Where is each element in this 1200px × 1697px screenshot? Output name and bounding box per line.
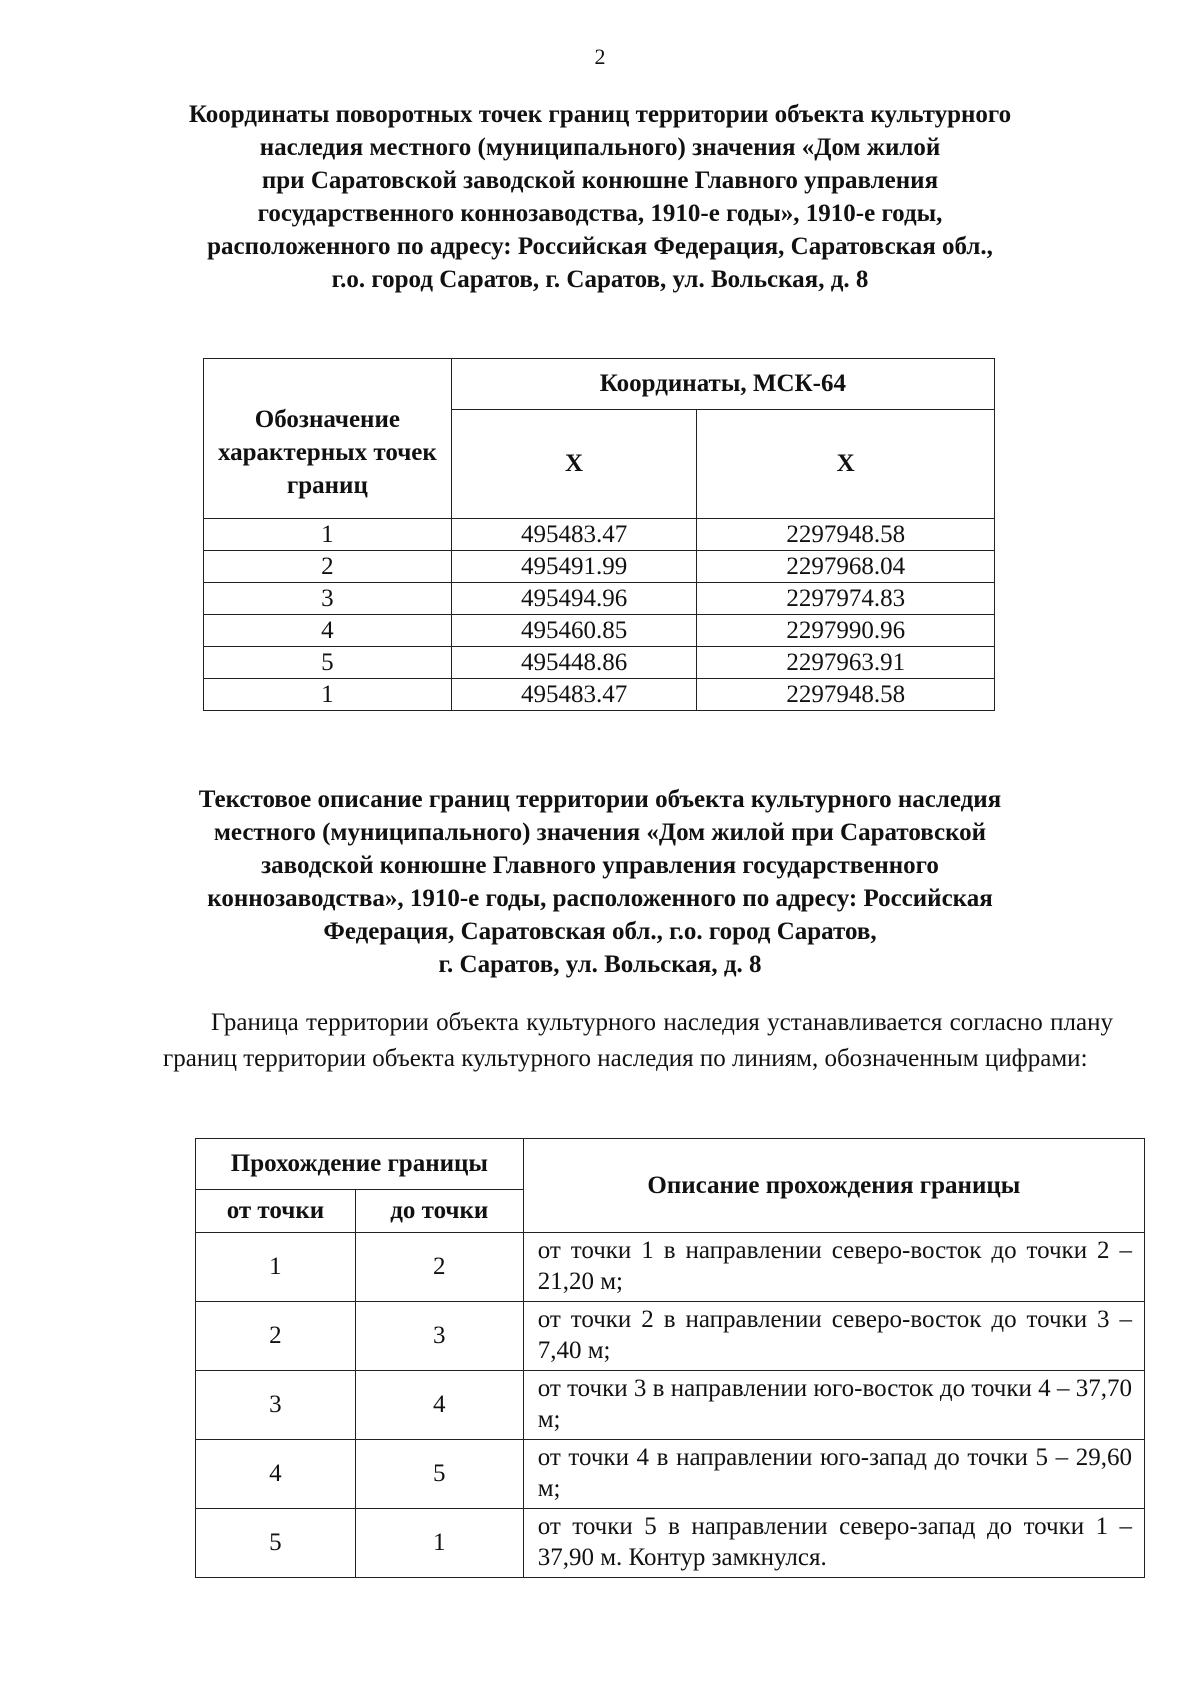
table-row: [196, 1509, 1145, 1578]
table-row: [196, 1302, 1145, 1371]
to-cell: 3: [355, 1302, 523, 1371]
from-cell: 4: [196, 1440, 356, 1509]
title-line: при Саратовской заводской конюшне Главного управления: [261, 167, 939, 194]
description-cell: от точки 1 в направлении северо-восток до точки 2 – 21,20 м;: [523, 1233, 1144, 1302]
table-row: [204, 551, 995, 583]
y-cell: 2297974.83: [697, 583, 995, 615]
y-cell: 2297990.96: [697, 615, 995, 647]
table-row: [204, 679, 995, 711]
description-cell: от точки 4 в направлении юго-запад до точки 5 – 29,60 м;: [523, 1440, 1144, 1509]
to-cell: 1: [355, 1509, 523, 1578]
y-cell: 2297948.58: [697, 679, 995, 711]
table-row: [196, 1233, 1145, 1302]
table-row: [196, 1371, 1145, 1440]
header-description: Описание прохождения границы: [523, 1139, 1144, 1233]
header-coordinates: Координаты, МСК-64: [451, 359, 994, 410]
from-cell: 3: [196, 1371, 356, 1440]
table-row: [204, 519, 995, 551]
x-cell: 495483.47: [451, 679, 697, 711]
header-boundary-pass: Прохождение границы: [196, 1139, 524, 1190]
from-cell: 1: [196, 1233, 356, 1302]
x-cell: 495460.85: [451, 615, 697, 647]
x-cell: 495494.96: [451, 583, 697, 615]
intro-paragraph: Граница территории объекта культурного наследия устанавливается согласно плану границ территории объекта культурного наследия по линиям, обозначенным цифрами:: [163, 1009, 1113, 1072]
title-line: г. Саратов, ул. Вольская, д. 8: [438, 951, 762, 978]
x-cell: 495448.86: [451, 647, 697, 679]
title-line: наследия местного (муниципального) значения «Дом жилой: [259, 134, 941, 161]
to-cell: 2: [355, 1233, 523, 1302]
title-line: коннозаводства», 1910-е годы, расположенного по адресу: Российская: [207, 885, 993, 912]
title-line: Координаты поворотных точек границ территории объекта культурного: [188, 101, 1012, 128]
header-y: X: [697, 410, 995, 519]
x-cell: 495483.47: [451, 519, 697, 551]
coordinates-table: [203, 358, 995, 711]
title-line: Федерация, Саратовская обл., г.о. город Саратов,: [323, 918, 877, 945]
y-cell: 2297968.04: [697, 551, 995, 583]
header-to-point: до точки: [355, 1190, 523, 1233]
point-cell: 4: [204, 615, 452, 647]
from-cell: 2: [196, 1302, 356, 1371]
point-cell: 1: [204, 679, 452, 711]
x-cell: 495491.99: [451, 551, 697, 583]
header-point-designation: Обозначение характерных точек границ: [204, 359, 452, 519]
table-row: [196, 1440, 1145, 1509]
description-cell: от точки 5 в направлении северо-запад до точки 1 – 37,90 м. Контур замкнулся.: [523, 1509, 1144, 1578]
title-line: местного (муниципального) значения «Дом жилой при Саратовской: [213, 819, 987, 846]
coordinates-title: [140, 98, 1060, 296]
boundary-table: [195, 1138, 1145, 1578]
table-row: [204, 615, 995, 647]
point-cell: 5: [204, 647, 452, 679]
title-line: государственного коннозаводства, 1910-е годы», 1910-е годы,: [257, 200, 943, 227]
point-cell: 3: [204, 583, 452, 615]
page-number: 2: [594, 44, 606, 69]
y-cell: 2297948.58: [697, 519, 995, 551]
point-cell: 1: [204, 519, 452, 551]
description-cell: от точки 2 в направлении северо-восток до точки 3 – 7,40 м;: [523, 1302, 1144, 1371]
to-cell: 4: [355, 1371, 523, 1440]
y-cell: 2297963.91: [697, 647, 995, 679]
description-title: [170, 783, 1030, 981]
to-cell: 5: [355, 1440, 523, 1509]
title-line: заводской конюшне Главного управления государственного: [261, 852, 939, 879]
table-row: [204, 583, 995, 615]
point-cell: 2: [204, 551, 452, 583]
title-line: расположенного по адресу: Российская Федерация, Саратовская обл.,: [207, 233, 993, 260]
table-row: [204, 647, 995, 679]
header-x: X: [451, 410, 697, 519]
title-line: г.о. город Саратов, г. Саратов, ул. Вольская, д. 8: [331, 266, 869, 293]
title-line: Текстовое описание границ территории объекта культурного наследия: [198, 786, 1002, 813]
header-from-point: от точки: [196, 1190, 356, 1233]
from-cell: 5: [196, 1509, 356, 1578]
description-cell: от точки 3 в направлении юго-восток до точки 4 – 37,70 м;: [523, 1371, 1144, 1440]
